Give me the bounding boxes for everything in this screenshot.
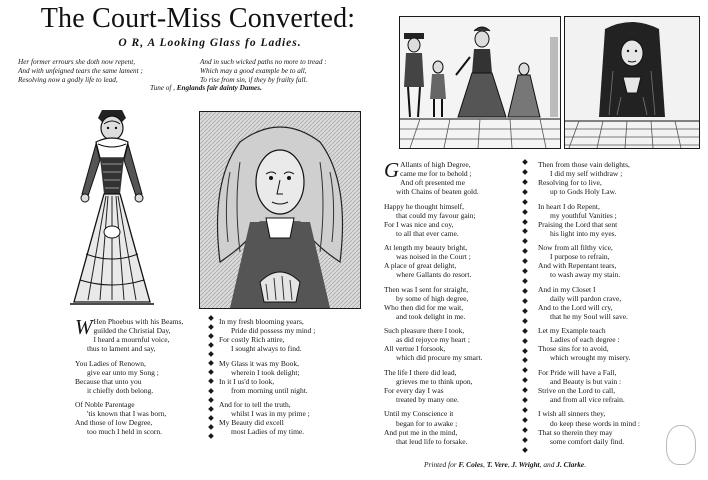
divider-bead — [522, 397, 528, 403]
verse-line: And oft presented me — [400, 178, 465, 188]
verse-line: by some of high degree, — [396, 293, 469, 303]
tune-line — [150, 84, 262, 92]
stanza — [384, 409, 482, 445]
verse-line: For costly Rich attire, — [219, 335, 285, 345]
divider-bead — [522, 417, 528, 423]
verse-line: and took delight in me. — [396, 311, 466, 321]
verse-line: And in my Closet I — [538, 284, 596, 294]
verse-line: to wash away my stain. — [550, 270, 621, 280]
verse-column-2 — [219, 317, 315, 442]
verse-line: I sought always to find. — [231, 344, 302, 354]
verse-line: 'tis known that I was born, — [87, 409, 167, 419]
divider-bead — [522, 368, 528, 374]
penitent-woman-icon — [565, 17, 699, 148]
stanza — [219, 317, 315, 353]
verse-line: I wish all sinners they, — [538, 409, 606, 419]
divider-bead — [522, 159, 528, 165]
divider-bead — [522, 239, 528, 245]
verse-line: Now from all filthy vice, — [538, 243, 613, 253]
drop-capital: G — [384, 158, 400, 182]
verse-line: daily will pardon crave, — [550, 293, 622, 303]
divider-bead — [522, 179, 528, 185]
divider-bead — [522, 348, 528, 354]
verse-line: it chiefly doth belong. — [87, 385, 154, 395]
verse-column-4 — [538, 160, 640, 451]
divider-bead — [208, 406, 214, 412]
verse-line: and Beauty is but vain : — [550, 376, 622, 386]
verse-line: And for to tell the truth, — [219, 400, 291, 410]
verse-line: I heard a mournful voice, — [93, 335, 170, 345]
verse-line: Ladies of each degree : — [550, 335, 620, 345]
stanza — [538, 326, 640, 362]
verse-line: And those of low Degree, — [75, 418, 153, 428]
verse-line: where Gallants do resort. — [396, 270, 472, 280]
verse-line: that leud life to forsake. — [396, 436, 468, 446]
bead-divider-left — [207, 316, 214, 438]
verse-line: At length my beauty bright, — [384, 243, 468, 253]
verse-line: My Glass it was my Book, — [219, 358, 300, 368]
divider-bead — [522, 189, 528, 195]
verse-line: Then was I sent for straight, — [384, 284, 469, 294]
divider-bead — [208, 342, 214, 348]
verse-line: Hen Phoebus with his Beams, — [93, 317, 184, 326]
verse-line: And with Repentant tears, — [538, 261, 617, 271]
divider-bead — [522, 318, 528, 324]
intro-line: And in such wicked paths no more to tread : — [200, 58, 327, 66]
verse-line: guilded the Christial Day, — [93, 326, 171, 336]
divider-bead — [522, 229, 528, 235]
verse-line: In my fresh blooming years, — [219, 317, 304, 326]
verse-line: Of Noble Parentage — [75, 400, 135, 410]
verse-line: and from all vice refrain. — [550, 395, 625, 405]
stanza — [538, 368, 640, 404]
stanza — [219, 400, 315, 436]
bead-divider-right — [521, 160, 528, 452]
intro-verse-right — [200, 58, 327, 86]
divider-bead — [208, 333, 214, 339]
library-stamp-icon — [666, 425, 696, 465]
divider-bead — [208, 360, 214, 366]
stanza — [384, 160, 482, 196]
divider-bead — [208, 315, 214, 321]
verse-column-3 — [384, 160, 482, 451]
imprint-end: . — [584, 460, 587, 469]
ballad-title: The Court-Miss Converted: — [40, 3, 356, 34]
verse-line: came me for to behold ; — [400, 169, 472, 179]
verse-line: most Ladies of my time. — [231, 427, 305, 437]
gentleman-portrait-icon — [200, 112, 360, 308]
stanza — [384, 243, 482, 279]
divider-bead — [208, 379, 214, 385]
verse-line: his light into my eyes. — [550, 228, 617, 238]
stanza — [384, 202, 482, 238]
verse-line: which wrought my misery. — [550, 353, 631, 363]
divider-bead — [522, 377, 528, 383]
verse-line: Then from those vain delights, — [538, 160, 630, 169]
verse-line: from morning until night. — [231, 385, 308, 395]
verse-line: And to the Lord will cry, — [538, 302, 613, 312]
intro-verse-left — [18, 58, 143, 86]
verse-line: For I was nice and coy, — [384, 219, 454, 229]
divider-bead — [522, 308, 528, 314]
intro-line: Her former errours she doth now repent, — [18, 58, 136, 66]
verse-line: grieves me to think upon, — [396, 376, 473, 386]
divider-bead — [208, 324, 214, 330]
intro-line: To rise from sin, if they by frailty fall. — [200, 76, 308, 85]
stanza — [538, 160, 640, 196]
printer-name: T. Vere — [486, 460, 508, 469]
stanza — [538, 409, 640, 445]
printer-name: F. Coles — [458, 460, 484, 469]
family-group-icon — [400, 17, 560, 148]
verse-line: I purpose to refrain, — [550, 252, 610, 262]
verse-line: Such pleasure there I took, — [384, 326, 465, 336]
woodcut-family-group — [399, 16, 561, 149]
divider-bead — [208, 370, 214, 376]
verse-line: Strive on the Lord to call, — [538, 385, 616, 395]
divider-bead — [522, 258, 528, 264]
imprint-separator: , — [483, 460, 485, 469]
divider-bead — [522, 288, 528, 294]
verse-line: my youthful Vanities ; — [550, 210, 617, 220]
verse-line: give ear unto my Song ; — [87, 367, 159, 377]
verse-line: Praising the Lord that sent — [538, 219, 618, 229]
divider-bead — [522, 199, 528, 205]
verse-line: Let my Example teach — [538, 326, 606, 336]
printer-name: J. Clarke — [556, 460, 585, 469]
divider-bead — [522, 298, 528, 304]
verse-line: In heart I do Repent, — [538, 201, 600, 211]
divider-bead — [208, 415, 214, 421]
tune-name: Englands fair dainty Dames. — [176, 84, 262, 92]
verse-line: For Pride will have a Fall, — [538, 367, 617, 377]
verse-line: That so therein they may — [538, 427, 613, 437]
verse-line: You Ladies of Renown, — [75, 358, 146, 368]
verse-line: that could my favour gain; — [396, 210, 476, 220]
stanza — [384, 326, 482, 362]
divider-bead — [522, 248, 528, 254]
stanza — [75, 359, 166, 395]
drop-capital: W — [75, 315, 93, 339]
verse-line: was noised in the Court ; — [396, 252, 471, 262]
divider-bead — [522, 169, 528, 175]
divider-bead — [522, 278, 528, 284]
verse-line: treated by many one. — [396, 395, 459, 405]
printer-imprint — [424, 460, 586, 469]
divider-bead — [522, 427, 528, 433]
tune-prefix: Tune of , — [150, 84, 175, 92]
verse-line: Resolving for to live, — [538, 178, 602, 188]
verse-line: For every day I was — [384, 385, 444, 395]
verse-line: All vertue I forsook, — [384, 344, 446, 354]
divider-bead — [208, 433, 214, 439]
divider-bead — [208, 351, 214, 357]
stanza — [75, 400, 166, 436]
verse-line: up to Gods Holy Law. — [550, 187, 617, 197]
stanza — [75, 315, 184, 354]
imprint-separator: , — [507, 460, 510, 469]
divider-bead — [522, 387, 528, 393]
verse-line: Until my Conscience it — [384, 409, 454, 419]
imprint-separator: , and — [539, 460, 555, 469]
stanza — [538, 285, 640, 321]
divider-bead — [522, 407, 528, 413]
divider-bead — [208, 388, 214, 394]
divider-bead — [522, 268, 528, 274]
divider-bead — [522, 219, 528, 225]
divider-bead — [522, 358, 528, 364]
verse-line: The life I there did lead, — [384, 367, 457, 377]
verse-line: with Chains of beaten gold. — [396, 187, 479, 197]
verse-line: some comfort daily find. — [550, 436, 625, 446]
divider-bead — [208, 424, 214, 430]
verse-line: Those sins for to avoid, — [538, 344, 609, 354]
intro-line: Which may a good example be to all, — [200, 67, 307, 76]
verse-line: Happy he thought himself, — [384, 201, 464, 211]
intro-line: And with unfeigned tears the same lament ; — [18, 67, 143, 76]
verse-line: In it I us'd to look, — [219, 376, 275, 386]
divider-bead — [522, 328, 528, 334]
verse-line: too much I held in scorn. — [87, 427, 162, 437]
stanza — [219, 359, 315, 395]
stanza — [538, 202, 640, 238]
intro-line: Resolving now a godly life to lead, — [18, 76, 118, 85]
stanza — [538, 243, 640, 279]
verse-line: thus to lament and say, — [87, 344, 156, 354]
verse-line: wherein I took delight; — [231, 367, 300, 377]
stanza — [384, 368, 482, 404]
imprint-prefix: Printed for — [424, 460, 457, 469]
verse-line: A place of great delight, — [384, 261, 457, 271]
verse-line: began for to awake ; — [396, 418, 458, 428]
divider-bead — [522, 338, 528, 344]
verse-line: Pride did possess my mind ; — [231, 326, 316, 336]
verse-line: I did my self withdraw ; — [550, 169, 623, 179]
verse-column-1 — [75, 315, 184, 442]
verse-line: Who then did for me wait, — [384, 302, 464, 312]
verse-line: My Beauty did excell — [219, 418, 284, 428]
verse-line: which did procure my smart. — [396, 353, 483, 363]
stanza — [384, 285, 482, 321]
divider-bead — [208, 397, 214, 403]
divider-bead — [522, 447, 528, 453]
printer-name: J. Wright — [511, 460, 540, 469]
verse-line: whilst I was in my prime ; — [231, 409, 310, 419]
verse-line: do keep these words in mind : — [550, 418, 640, 428]
ballad-subtitle: O R, A Looking Glass fo Ladies. — [118, 37, 302, 49]
woodcut-lady-in-gown — [62, 104, 162, 308]
woodcut-penitent-woman — [564, 16, 700, 149]
divider-bead — [522, 209, 528, 215]
lady-figure-icon — [62, 104, 162, 308]
verse-line: that he my Soul will save. — [550, 311, 628, 321]
verse-line: as did rejoyce my heart ; — [396, 335, 470, 345]
divider-bead — [522, 437, 528, 443]
verse-line: And put me in the mind, — [384, 427, 458, 437]
verse-line: Because that unto you — [75, 376, 142, 386]
verse-line: Allants of high Degree, — [400, 160, 471, 169]
woodcut-portrait-gentleman — [199, 111, 361, 309]
verse-line: to all that ever came. — [396, 228, 459, 238]
